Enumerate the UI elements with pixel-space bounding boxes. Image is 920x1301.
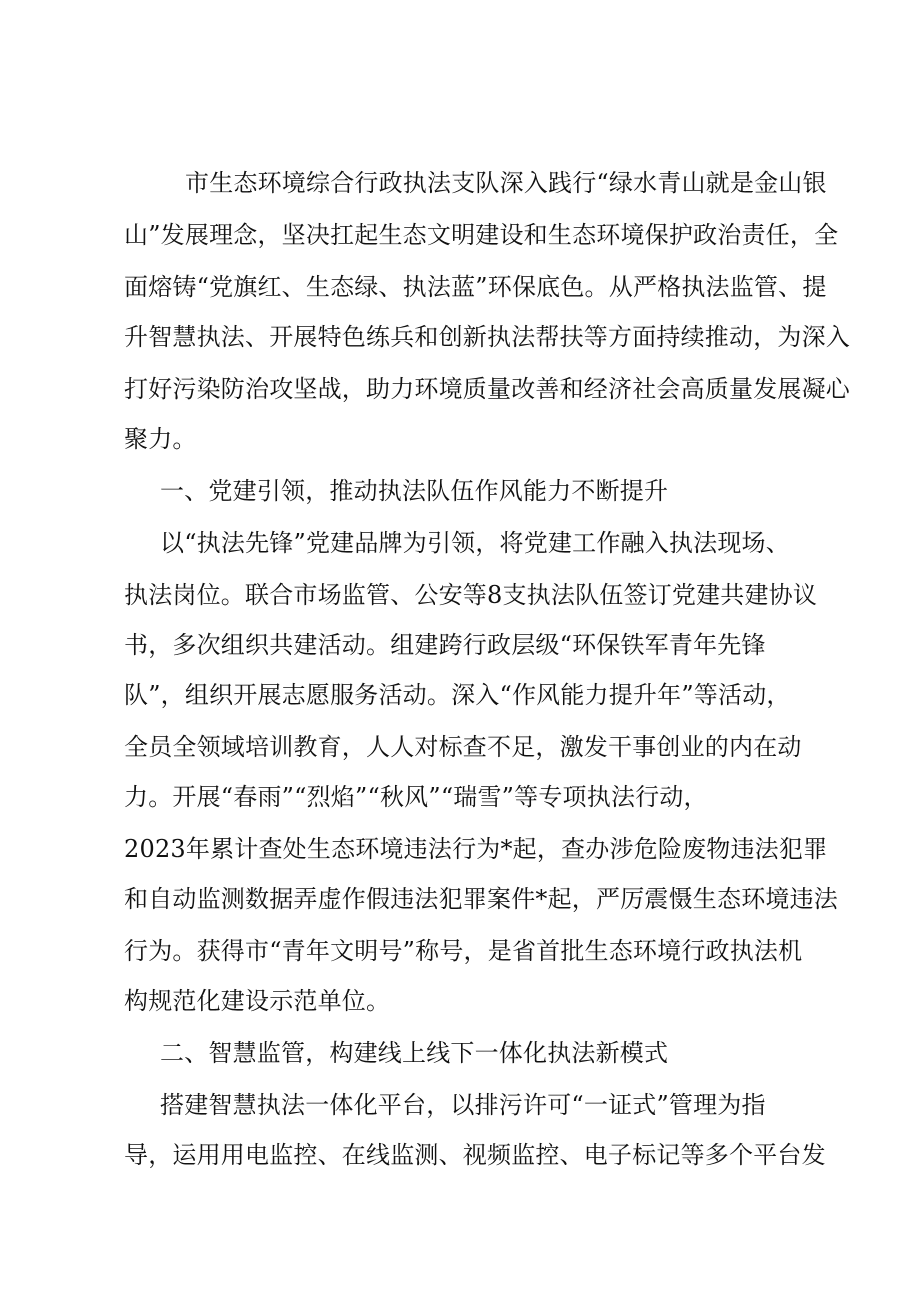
intro-line: 升智慧执法、开展特色练兵和创新执法帮扶等方面持续推动，为深入 [124, 323, 850, 351]
section-heading-1: 一、党建引领，推动执法队伍作风能力不断提升 [160, 477, 669, 505]
section1-line: 执法岗位。联合市场监管、公安等8支执法队伍签订党建共建协议 [124, 581, 818, 609]
intro-line: 山”发展理念，坚决扛起生态文明建设和生态环境保护政治责任，全 [124, 221, 839, 249]
intro-line: 打好污染防治攻坚战，助力环境质量改善和经济社会高质量发展凝心 [124, 375, 850, 403]
section1-line: 和自动监测数据弄虚作假违法犯罪案件*起，严厉震慑生态环境违法 [124, 885, 838, 913]
section1-line: 以“执法先锋”党建品牌为引领，将党建工作融入执法现场、 [160, 529, 790, 557]
section1-line: 力。开展“春雨”“烈焰”“秋风”“瑞雪”等专项执法行动， [124, 783, 708, 811]
section2-line: 导，运用用电监控、在线监测、视频监控、电子标记等多个平台发 [124, 1141, 826, 1169]
section1-line: 全员全领域培训教育，人人对标查不足，激发干事创业的内在动 [124, 733, 802, 761]
section-heading-2: 二、智慧监管，构建线上线下一体化执法新模式 [160, 1039, 669, 1067]
intro-line: 市生态环境综合行政执法支队深入践行“绿水青山就是金山银 [185, 169, 827, 197]
intro-line: 面熔铸“党旗红、生态绿、执法蓝”环保底色。从严格执法监管、提 [124, 273, 827, 301]
section1-line: 构规范化建设示范单位。 [124, 987, 391, 1015]
section1-line: 书，多次组织共建活动。组建跨行政层级“环保铁军青年先锋 [124, 631, 766, 659]
section1-line: 2023年累计查处生态环境违法行为*起，查办涉危险废物违法犯罪 [124, 835, 828, 863]
intro-line: 聚力。 [124, 425, 197, 453]
section2-line: 搭建智慧执法一体化平台，以排污许可“一证式”管理为指 [160, 1091, 766, 1119]
section1-line: 队”，组织开展志愿服务活动。深入“作风能力提升年”等活动， [124, 681, 791, 709]
section1-line: 行为。获得市“青年文明号”称号，是省首批生态环境行政执法机 [124, 937, 803, 965]
